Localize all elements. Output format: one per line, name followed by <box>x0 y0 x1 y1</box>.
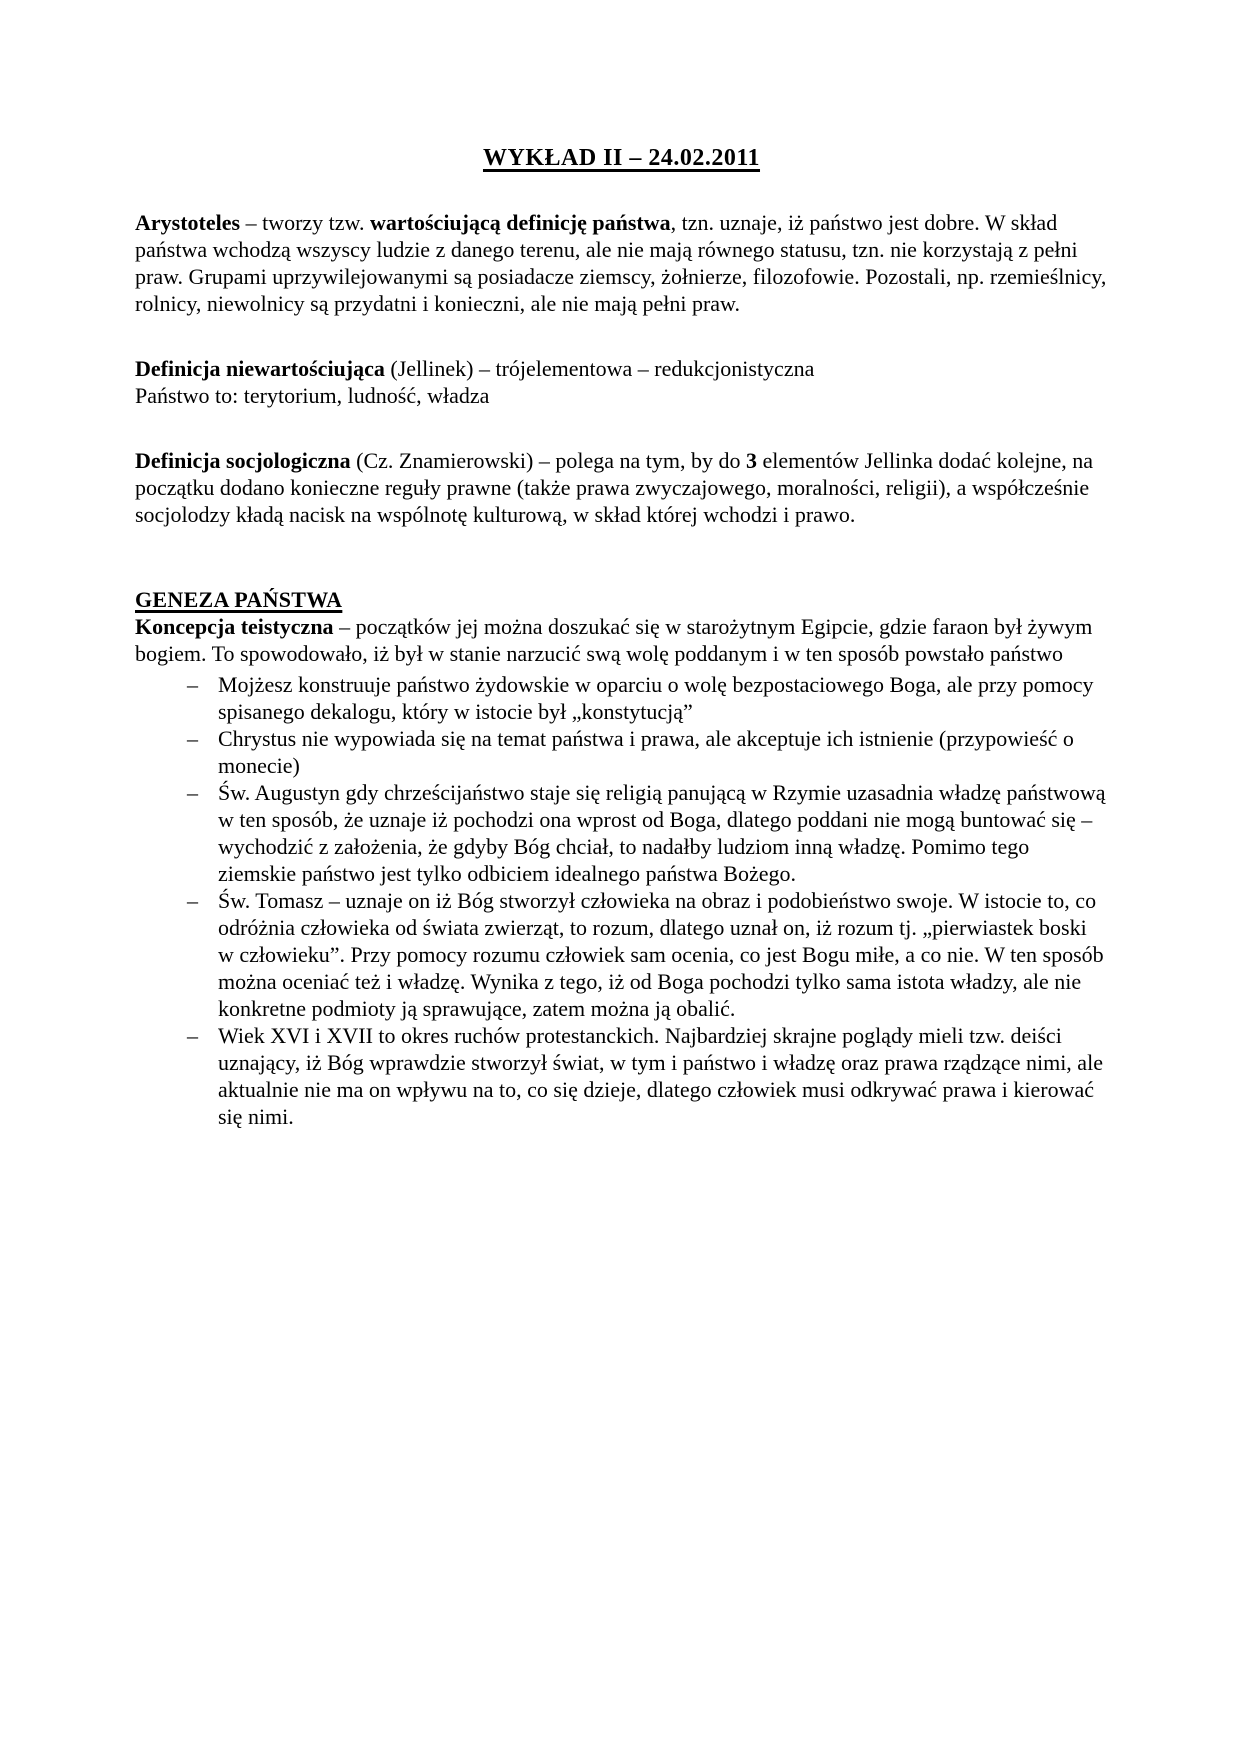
text-run: Św. Tomasz – uznaje on iż Bóg stworzył człowieka na obraz i podobieństwo swoje. W istocie to, co odróżnia człowieka od świata zwierząt, to rozum, dlatego uznał on, iż rozum tj. „pierwiastek boski w człowieku”. Przy pomocy rozumu człowiek sam ocenia, co jest Bogu miłe, a co nie. W ten sposób można oceniać też i władzę. Wynika z tego, iż od Boga pochodzi tylko sama istota władzy, ale nie konkretne podmioty ją sprawujące, zatem można ją obalić. <box>218 888 1104 1021</box>
bold-text-run: 3 <box>745 448 757 473</box>
bold-text-run: wartościującą definicję państwa <box>370 210 671 235</box>
text-run: Św. Augustyn gdy chrześcijaństwo staje się religią panującą w Rzymie uzasadnia władzę państwową w ten sposób, że uznaje iż pochodzi ona wprost od Boga, dlatego poddani nie mogą buntować się – wychodzić z założenia, że gdyby Bóg chciał, to nadałby ludziom inną władzę. Pomimo tego ziemskie państwo jest tylko odbiciem idealnego państwa Bożego. <box>218 780 1106 886</box>
text-run: , tzn. uznaje, iż państwo jest dobre. W skład państwa wchodzą wszyscy ludzie z danego terenu, ale nie mają równego statusu, tzn. nie korzystają z pełni praw. Grupami uprzywilejowanymi są posiadacze ziemscy, żołnierze, filozofowie. Pozostali, np. rzemieślnicy, rolnicy, niewolnicy są przydatni i konieczni, ale nie mają pełni praw. <box>135 210 1107 316</box>
dash-bullet: – <box>187 888 198 913</box>
para-koncepcja-teistyczna <box>135 613 1108 667</box>
heading-geneza-panstwa <box>135 586 1108 613</box>
list-item <box>135 671 1108 725</box>
bold-text-run: Koncepcja teistyczna <box>135 614 334 639</box>
dash-bullet: – <box>187 780 198 805</box>
text-run: Państwo to: terytorium, ludność, władza <box>135 383 490 408</box>
bold-text-run: GENEZA PAŃSTWA <box>135 587 343 612</box>
dash-bullet: – <box>187 726 198 751</box>
text-run: – tworzy tzw. <box>240 210 371 235</box>
list-item <box>135 725 1108 779</box>
text-run: (Jellinek) – trójelementowa – redukcjonistyczna <box>384 356 815 381</box>
bold-text-run: Definicja niewartościująca <box>135 356 385 381</box>
list-geneza-panstwa <box>135 671 1108 1130</box>
text-run: (Cz. Znamierowski) – polega na tym, by do <box>350 448 746 473</box>
list-item <box>135 1022 1108 1130</box>
para-definicja-niewartosciujaca <box>135 355 1108 409</box>
bold-text-run: Arystoteles <box>135 210 241 235</box>
document-title: WYKŁAD II – 24.02.2011 <box>482 145 761 171</box>
text-run: Mojżesz konstruuje państwo żydowskie w oparciu o wolę bezpostaciowego Boga, ale przy pomocy spisanego dekalogu, który w istocie był „konstytucją” <box>218 672 1094 724</box>
text-run: Chrystus nie wypowiada się na temat państwa i prawa, ale akceptuje ich istnienie (przypowieść o monecie) <box>218 726 1074 778</box>
text-run: – początków jej można doszukać się w starożytnym Egipcie, gdzie faraon był żywym bogiem. To spowodowało, iż był w stanie narzucić swą wolę poddanym i w ten sposób powstało państwo <box>135 614 1093 666</box>
bold-text-run: Definicja socjologiczna <box>135 448 351 473</box>
dash-bullet: – <box>187 1023 198 1048</box>
list-item <box>135 779 1108 887</box>
text-run: Wiek XVI i XVII to okres ruchów protestanckich. Najbardziej skrajne poglądy mieli tzw. deiści uznający, iż Bóg wprawdzie stworzył świat, w tym i państwo i władzę oraz prawa rządzące nimi, ale aktualnie nie ma on wpływu na to, co się dzieje, dlatego człowiek musi odkrywać prawa i kierować się nimi. <box>218 1023 1103 1129</box>
dash-bullet: – <box>187 672 198 697</box>
list-item <box>135 887 1108 1022</box>
para-arystoteles <box>135 209 1108 317</box>
text-run: elementów Jellinka dodać kolejne, na początku dodano konieczne reguły prawne (także prawa zwyczajowego, moralności, religii), a współcześnie socjolodzy kładą nacisk na wspólnotę kulturową, w skład której wchodzi i prawo. <box>135 448 1093 527</box>
para-definicja-socjologiczna <box>135 447 1108 528</box>
document-body <box>135 209 1108 1130</box>
